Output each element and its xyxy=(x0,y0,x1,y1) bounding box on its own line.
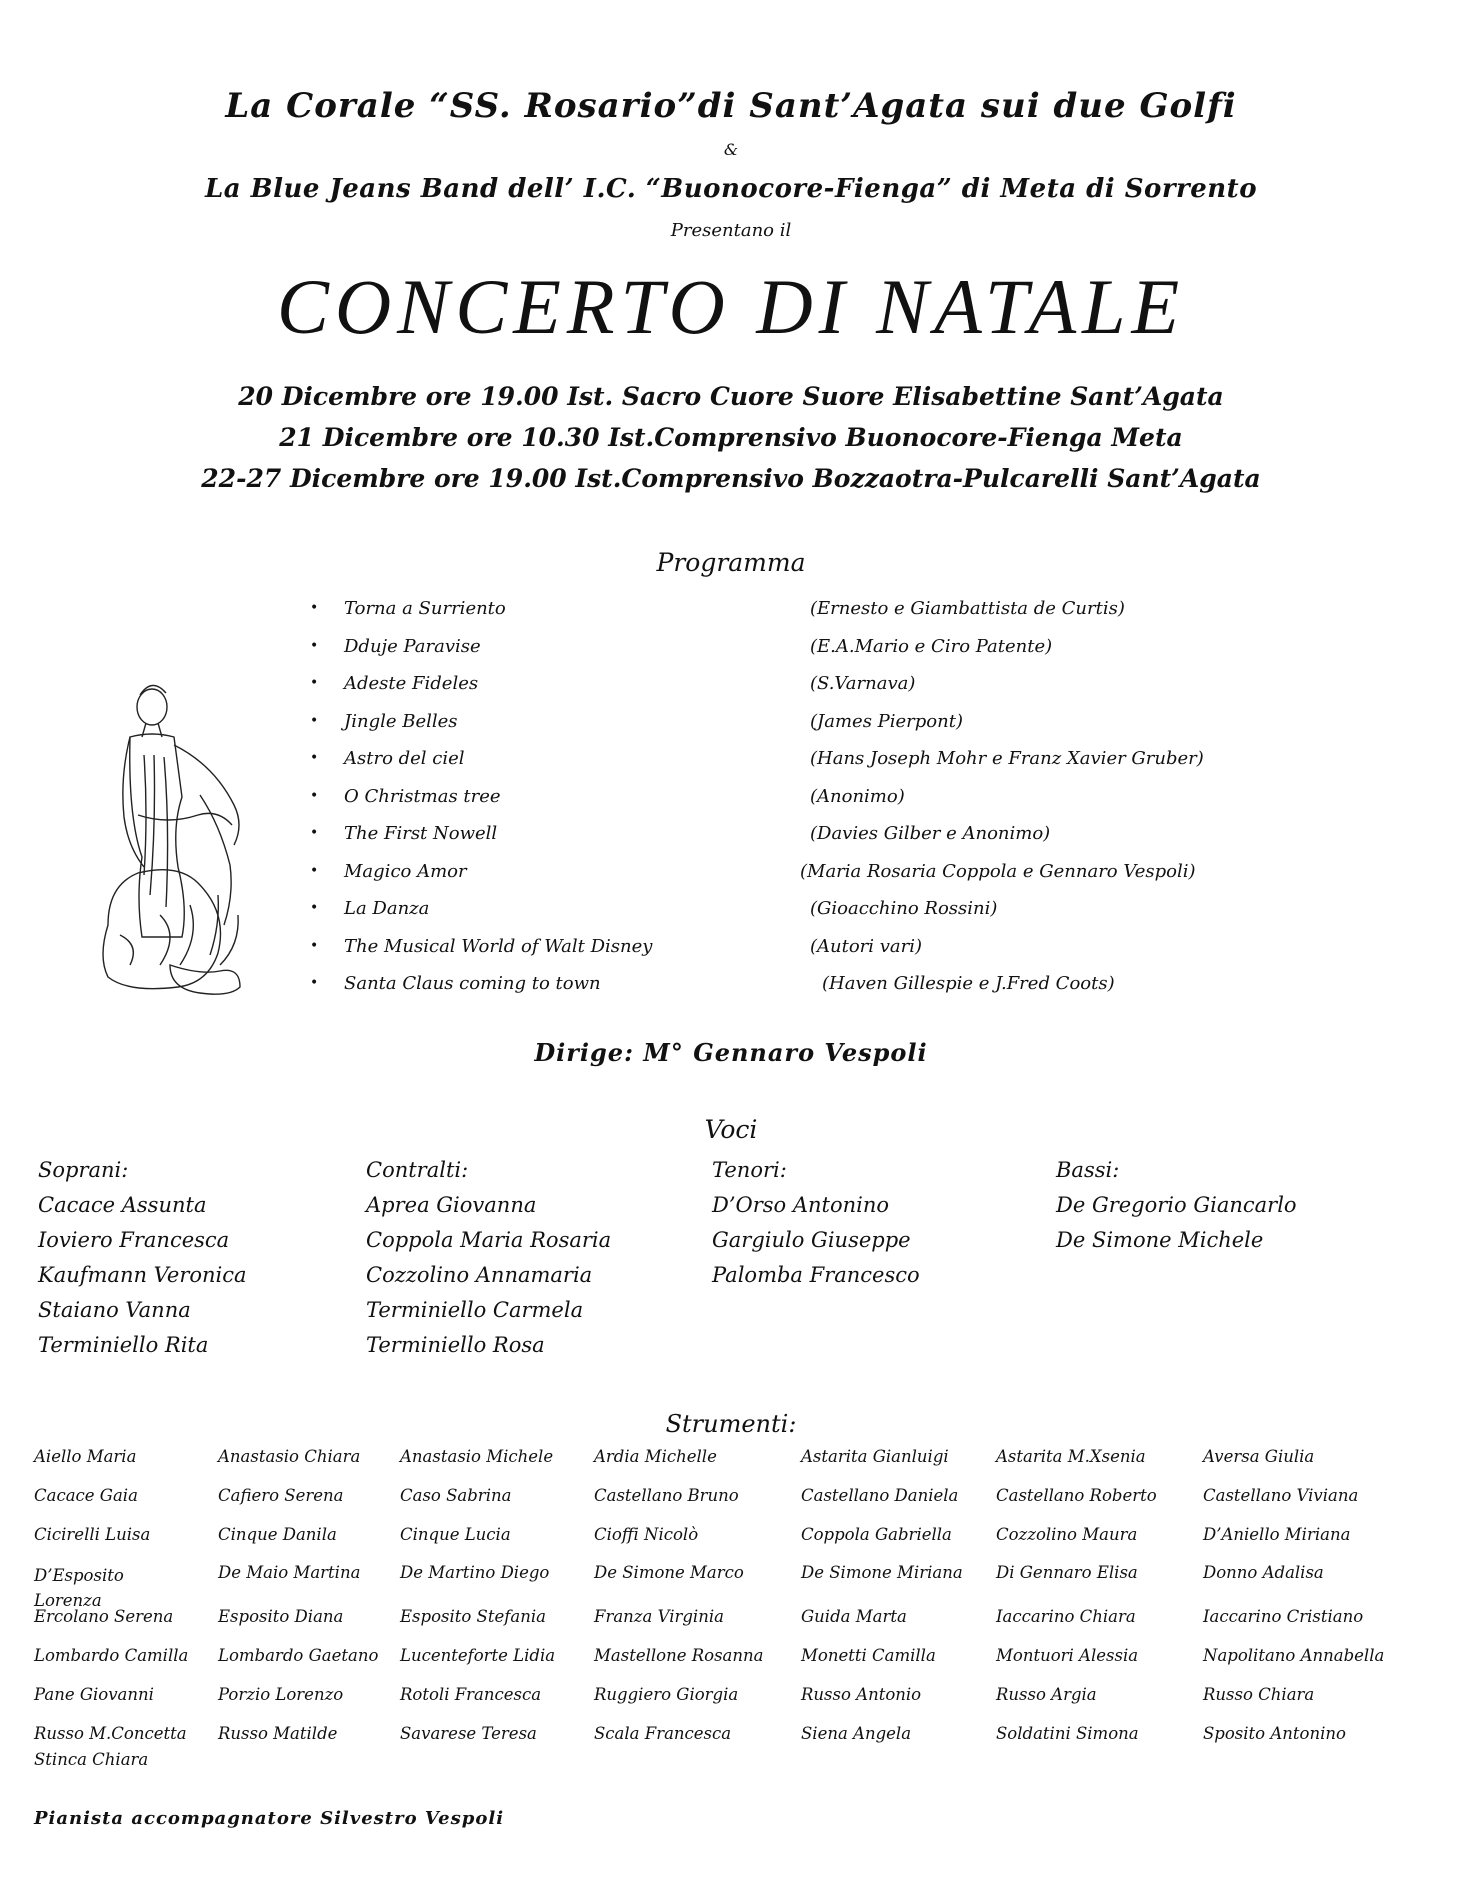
player-name: De Maio Martina xyxy=(218,1563,361,1583)
bullet-icon: • xyxy=(310,900,319,916)
contralti-column xyxy=(366,1158,686,1368)
bullet-icon: • xyxy=(310,712,319,729)
player-name: Cafiero Serena xyxy=(218,1485,344,1505)
list-item xyxy=(302,823,1262,861)
player-name: Esposito Stefania xyxy=(400,1607,546,1627)
player-name: Iaccarino Chiara xyxy=(996,1607,1136,1627)
table-row xyxy=(0,1525,1462,1564)
player-name: Aiello Maria xyxy=(34,1447,137,1466)
player-name: Aversa Giulia xyxy=(1203,1447,1315,1466)
concert-dates xyxy=(0,382,1462,505)
player-name: Siena Angela xyxy=(801,1723,912,1743)
programma-title: Programma xyxy=(656,548,806,577)
contralti-label: Contralti: xyxy=(366,1158,469,1182)
song-title: Jingle Belles xyxy=(344,710,458,732)
list-item xyxy=(302,898,1262,936)
player-name: Franza Virginia xyxy=(594,1607,724,1627)
table-row xyxy=(0,1724,1462,1750)
presentano-text: Presentano il xyxy=(670,220,792,241)
player-name: Di Gennaro Elisa xyxy=(996,1563,1138,1583)
song-title: Magico Amor xyxy=(344,860,467,882)
player-name: Russo Matilde xyxy=(218,1723,338,1743)
table-row xyxy=(0,1563,1462,1611)
player-name: Porzio Lorenzo xyxy=(218,1684,344,1704)
singer-name: Kaufmann Veronica xyxy=(38,1263,247,1287)
singer-name: Cozzolino Annamaria xyxy=(366,1263,593,1287)
player-name: Monetti Camilla xyxy=(801,1646,936,1666)
player-name: Castellano Bruno xyxy=(594,1485,739,1505)
list-item xyxy=(302,636,1262,674)
bullet-icon: • xyxy=(310,787,319,804)
list-item xyxy=(302,786,1262,824)
concert-title: CONCERTO DI NATALE xyxy=(276,263,1186,350)
song-author: (Ernesto e Giambattista de Curtis) xyxy=(810,598,1125,619)
singer-name: Terminiello Carmela xyxy=(366,1298,584,1322)
player-name: Donno Adalisa xyxy=(1203,1563,1324,1583)
bullet-icon: • xyxy=(310,637,319,654)
voci-section xyxy=(0,1158,1462,1368)
bullet-icon: • xyxy=(310,975,319,991)
list-item xyxy=(302,861,1262,899)
player-name: Soldatini Simona xyxy=(996,1723,1139,1743)
player-name: Cioffi Nicolò xyxy=(594,1524,699,1544)
bullet-icon: • xyxy=(310,825,319,841)
player-name: Cicirelli Luisa xyxy=(34,1524,151,1544)
player-name: Ercolano Serena xyxy=(34,1607,174,1627)
player-name: Astarita M.Xsenia xyxy=(996,1447,1146,1466)
programma-list xyxy=(302,598,1262,1011)
player-name: Castellano Viviana xyxy=(1203,1485,1359,1505)
table-row xyxy=(0,1607,1462,1646)
player-name: Russo M.Concetta xyxy=(34,1723,187,1743)
conductor-line: Dirige: M° Gennaro Vespoli xyxy=(534,1038,928,1067)
player-name: Montuori Alessia xyxy=(996,1646,1139,1666)
player-name: Lucenteforte Lidia xyxy=(400,1646,556,1666)
player-name: Caso Sabrina xyxy=(400,1485,512,1505)
bullet-icon: • xyxy=(310,675,319,691)
player-name: Guida Marta xyxy=(801,1607,907,1627)
list-item xyxy=(302,711,1262,749)
song-title: La Danza xyxy=(344,898,430,919)
player-name: De Simone Miriana xyxy=(801,1563,963,1583)
player-name: Mastellone Rosanna xyxy=(594,1646,764,1666)
song-author: (Maria Rosaria Coppola e Gennaro Vespoli) xyxy=(800,860,1196,882)
song-author: (Gioacchino Rossini) xyxy=(810,898,998,919)
song-author: (E.A.Mario e Ciro Patente) xyxy=(810,635,1053,657)
voci-title: Voci xyxy=(704,1115,758,1144)
player-name: Ardia Michelle xyxy=(594,1447,717,1466)
singer-name: Gargiulo Giuseppe xyxy=(712,1228,911,1252)
list-item xyxy=(302,598,1262,636)
player-name: D’Aniello Miriana xyxy=(1203,1524,1351,1544)
band-heading: La Blue Jeans Band dell’ I.C. “Buonocore-Fienga” di Meta di Sorrento xyxy=(204,174,1258,204)
song-author: (James Pierpont) xyxy=(810,710,963,732)
player-name: Anastasio Chiara xyxy=(218,1447,361,1466)
song-title: The Musical World of Walt Disney xyxy=(344,935,653,957)
player-name: Esposito Diana xyxy=(218,1607,344,1627)
table-row xyxy=(0,1646,1462,1685)
singer-name: Terminiello Rosa xyxy=(366,1333,545,1357)
singer-name: Aprea Giovanna xyxy=(366,1193,537,1217)
soprani-column xyxy=(38,1158,358,1368)
player-name: Cacace Gaia xyxy=(34,1485,138,1505)
soprani-label: Soprani: xyxy=(38,1158,129,1182)
player-name: Sposito Antonino xyxy=(1203,1723,1346,1743)
player-name: De Simone Marco xyxy=(594,1563,744,1583)
song-title: The First Nowell xyxy=(344,823,498,844)
singer-name: Cacace Assunta xyxy=(38,1193,207,1217)
player-name: Astarita Gianluigi xyxy=(801,1447,949,1466)
player-name: Castellano Roberto xyxy=(996,1485,1157,1505)
player-name: Stinca Chiara xyxy=(34,1749,149,1769)
bullet-icon: • xyxy=(310,862,319,879)
player-name: Napolitano Annabella xyxy=(1203,1646,1385,1666)
song-title: Dduje Paravise xyxy=(344,635,481,657)
singer-name: Terminiello Rita xyxy=(38,1333,209,1357)
strumenti-title: Strumenti: xyxy=(665,1410,797,1438)
player-name: Savarese Teresa xyxy=(400,1723,537,1743)
date-line: 22-27 Dicembre ore 19.00 Ist.Comprensivo Bozzaotra-Pulcarelli Sant’Agata xyxy=(201,464,1261,493)
date-line: 21 Dicembre ore 10.30 Ist.Comprensivo Buonocore-Fienga Meta xyxy=(279,423,1183,452)
player-name: De Martino Diego xyxy=(400,1563,550,1583)
list-item xyxy=(302,748,1262,786)
song-title: Astro del ciel xyxy=(344,748,465,769)
song-author: (S.Varnava) xyxy=(810,673,916,694)
tenori-label: Tenori: xyxy=(712,1158,787,1182)
player-name: Cinque Lucia xyxy=(400,1524,511,1544)
singer-name: Ioviero Francesca xyxy=(38,1228,230,1252)
player-name: Coppola Gabriella xyxy=(801,1524,952,1544)
player-name: Russo Chiara xyxy=(1203,1684,1315,1704)
bullet-icon: • xyxy=(310,750,319,766)
song-author: (Autori vari) xyxy=(810,935,923,957)
tenori-column xyxy=(712,1158,1032,1298)
song-title: O Christmas tree xyxy=(344,785,501,807)
song-title: Torna a Surriento xyxy=(344,598,506,619)
player-name: Lombardo Camilla xyxy=(34,1646,189,1666)
player-name: Ruggiero Giorgia xyxy=(594,1684,739,1704)
song-title: Santa Claus coming to town xyxy=(344,973,601,994)
player-name: Rotoli Francesca xyxy=(400,1684,542,1704)
statue-illustration xyxy=(100,665,300,1007)
list-item xyxy=(302,973,1262,1011)
bassi-column xyxy=(1056,1158,1376,1263)
bullet-icon: • xyxy=(310,600,319,616)
table-row xyxy=(0,1750,1462,1776)
choir-band-heading: La Corale “SS. Rosario”di Sant’Agata sui due Golfi xyxy=(225,86,1237,126)
table-row xyxy=(0,1685,1462,1724)
player-name: Pane Giovanni xyxy=(34,1684,154,1704)
player-name: Anastasio Michele xyxy=(400,1447,554,1466)
list-item xyxy=(302,673,1262,711)
song-author: (Anonimo) xyxy=(810,785,905,807)
player-name: Lombardo Gaetano xyxy=(218,1646,379,1666)
singer-name: D’Orso Antonino xyxy=(712,1193,890,1217)
ampersand: & xyxy=(723,140,739,159)
table-row xyxy=(0,1447,1462,1486)
player-name: Cozzolino Maura xyxy=(996,1524,1138,1544)
song-author: (Davies Gilber e Anonimo) xyxy=(810,823,1051,844)
player-name: Cinque Danila xyxy=(218,1524,337,1544)
player-name: Iaccarino Cristiano xyxy=(1203,1607,1364,1627)
singer-name: Coppola Maria Rosaria xyxy=(366,1228,612,1252)
date-line: 20 Dicembre ore 19.00 Ist. Sacro Cuore Suore Elisabettine Sant’Agata xyxy=(238,382,1224,411)
bassi-label: Bassi: xyxy=(1056,1158,1120,1182)
song-title: Adeste Fideles xyxy=(344,673,479,694)
player-name: D’Esposito Lorenza xyxy=(34,1566,124,1611)
strumenti-grid xyxy=(0,1447,1462,1776)
song-author: (Haven Gillespie e J.Fred Coots) xyxy=(822,973,1115,994)
pianist-line: Pianista accompagnatore Silvestro Vespoli xyxy=(34,1808,505,1829)
singer-name: De Simone Michele xyxy=(1056,1228,1264,1252)
singer-name: Palomba Francesco xyxy=(712,1263,920,1287)
player-name: Castellano Daniela xyxy=(801,1485,959,1505)
list-item xyxy=(302,936,1262,974)
bullet-icon: • xyxy=(310,937,319,954)
player-name: Russo Argia xyxy=(996,1684,1097,1704)
player-name: Scala Francesca xyxy=(594,1723,732,1743)
singer-name: De Gregorio Giancarlo xyxy=(1056,1193,1297,1217)
song-author: (Hans Joseph Mohr e Franz Xavier Gruber) xyxy=(810,748,1204,769)
player-name: Russo Antonio xyxy=(801,1684,922,1704)
table-row xyxy=(0,1486,1462,1525)
singer-name: Staiano Vanna xyxy=(38,1298,191,1322)
